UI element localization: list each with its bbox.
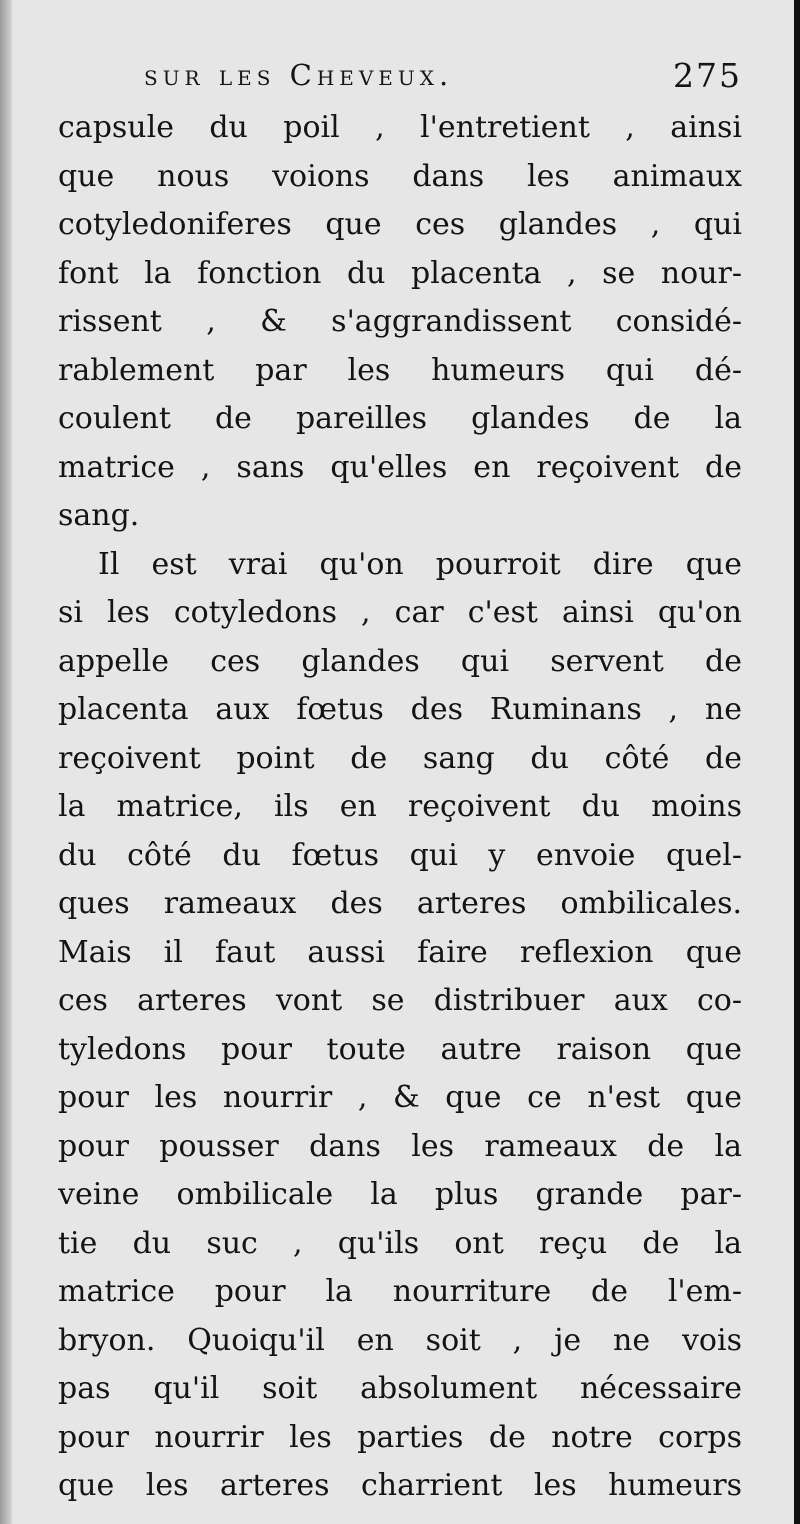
text-line: rissent , & s'aggrandissent considé- xyxy=(58,304,742,339)
body-text xyxy=(58,104,742,1511)
text-line: cotyledoniferes que ces glandes , qui xyxy=(58,207,742,242)
text-line: la matrice, ils en reçoivent du moins xyxy=(58,789,742,824)
text-line: reçoivent point de sang du côté de xyxy=(58,740,742,776)
text-line: matrice , sans qu'elles en reçoivent de xyxy=(58,449,742,485)
paragraph xyxy=(58,541,742,1511)
text-line: appelle ces glandes qui servent de xyxy=(58,643,742,679)
text-line: que nous voions dans les animaux xyxy=(58,158,742,194)
page-gutter-shadow xyxy=(0,0,12,1524)
text-line: font la fonction du placenta , se nour- xyxy=(58,255,742,291)
text-line: si les cotyledons , car c'est ainsi qu'on xyxy=(58,595,742,630)
text-line: bryon. Quoiqu'il en soit , je ne vois xyxy=(58,1322,742,1358)
text-line: Mais il faut aussi faire reflexion que xyxy=(58,934,742,970)
text-line: que les arteres charrient les humeurs xyxy=(58,1468,742,1503)
text-line: pour les nourrir , & que ce n'est que xyxy=(58,1080,742,1115)
text-line: veine ombilicale la plus grande par- xyxy=(58,1177,742,1212)
running-title: sur les Cheveux. xyxy=(144,58,454,92)
text-line: matrice pour la nourriture de l'em- xyxy=(58,1274,742,1309)
text-line: sang. xyxy=(58,498,140,533)
text-line: pas qu'il soit absolument nécessaire xyxy=(58,1371,742,1406)
text-line: coulent de pareilles glandes de la xyxy=(58,401,742,436)
text-line: pour nourrir les parties de notre corps xyxy=(58,1419,742,1455)
text-line: capsule du poil , l'entretient , ainsi xyxy=(58,110,742,145)
text-line: rablement par les humeurs qui dé- xyxy=(58,352,742,388)
text-line: Il est vrai qu'on pourroit dire que xyxy=(98,546,742,582)
text-line: du côté du fœtus qui y envoie quel- xyxy=(58,837,742,873)
text-line: ques rameaux des arteres ombilicales. xyxy=(58,886,742,921)
page-edge xyxy=(794,0,800,1524)
text-line: tie du suc , qu'ils ont reçu de la xyxy=(58,1225,742,1261)
page-number: 275 xyxy=(673,56,742,95)
paragraph xyxy=(58,104,742,541)
text-line: tyledons pour toute autre raison que xyxy=(58,1031,742,1067)
running-head xyxy=(60,52,742,102)
text-line: pour pousser dans les rameaux de la xyxy=(58,1128,742,1164)
text-line: ces arteres vont se distribuer aux co- xyxy=(58,983,742,1018)
text-line: placenta aux fœtus des Ruminans , ne xyxy=(58,692,742,727)
